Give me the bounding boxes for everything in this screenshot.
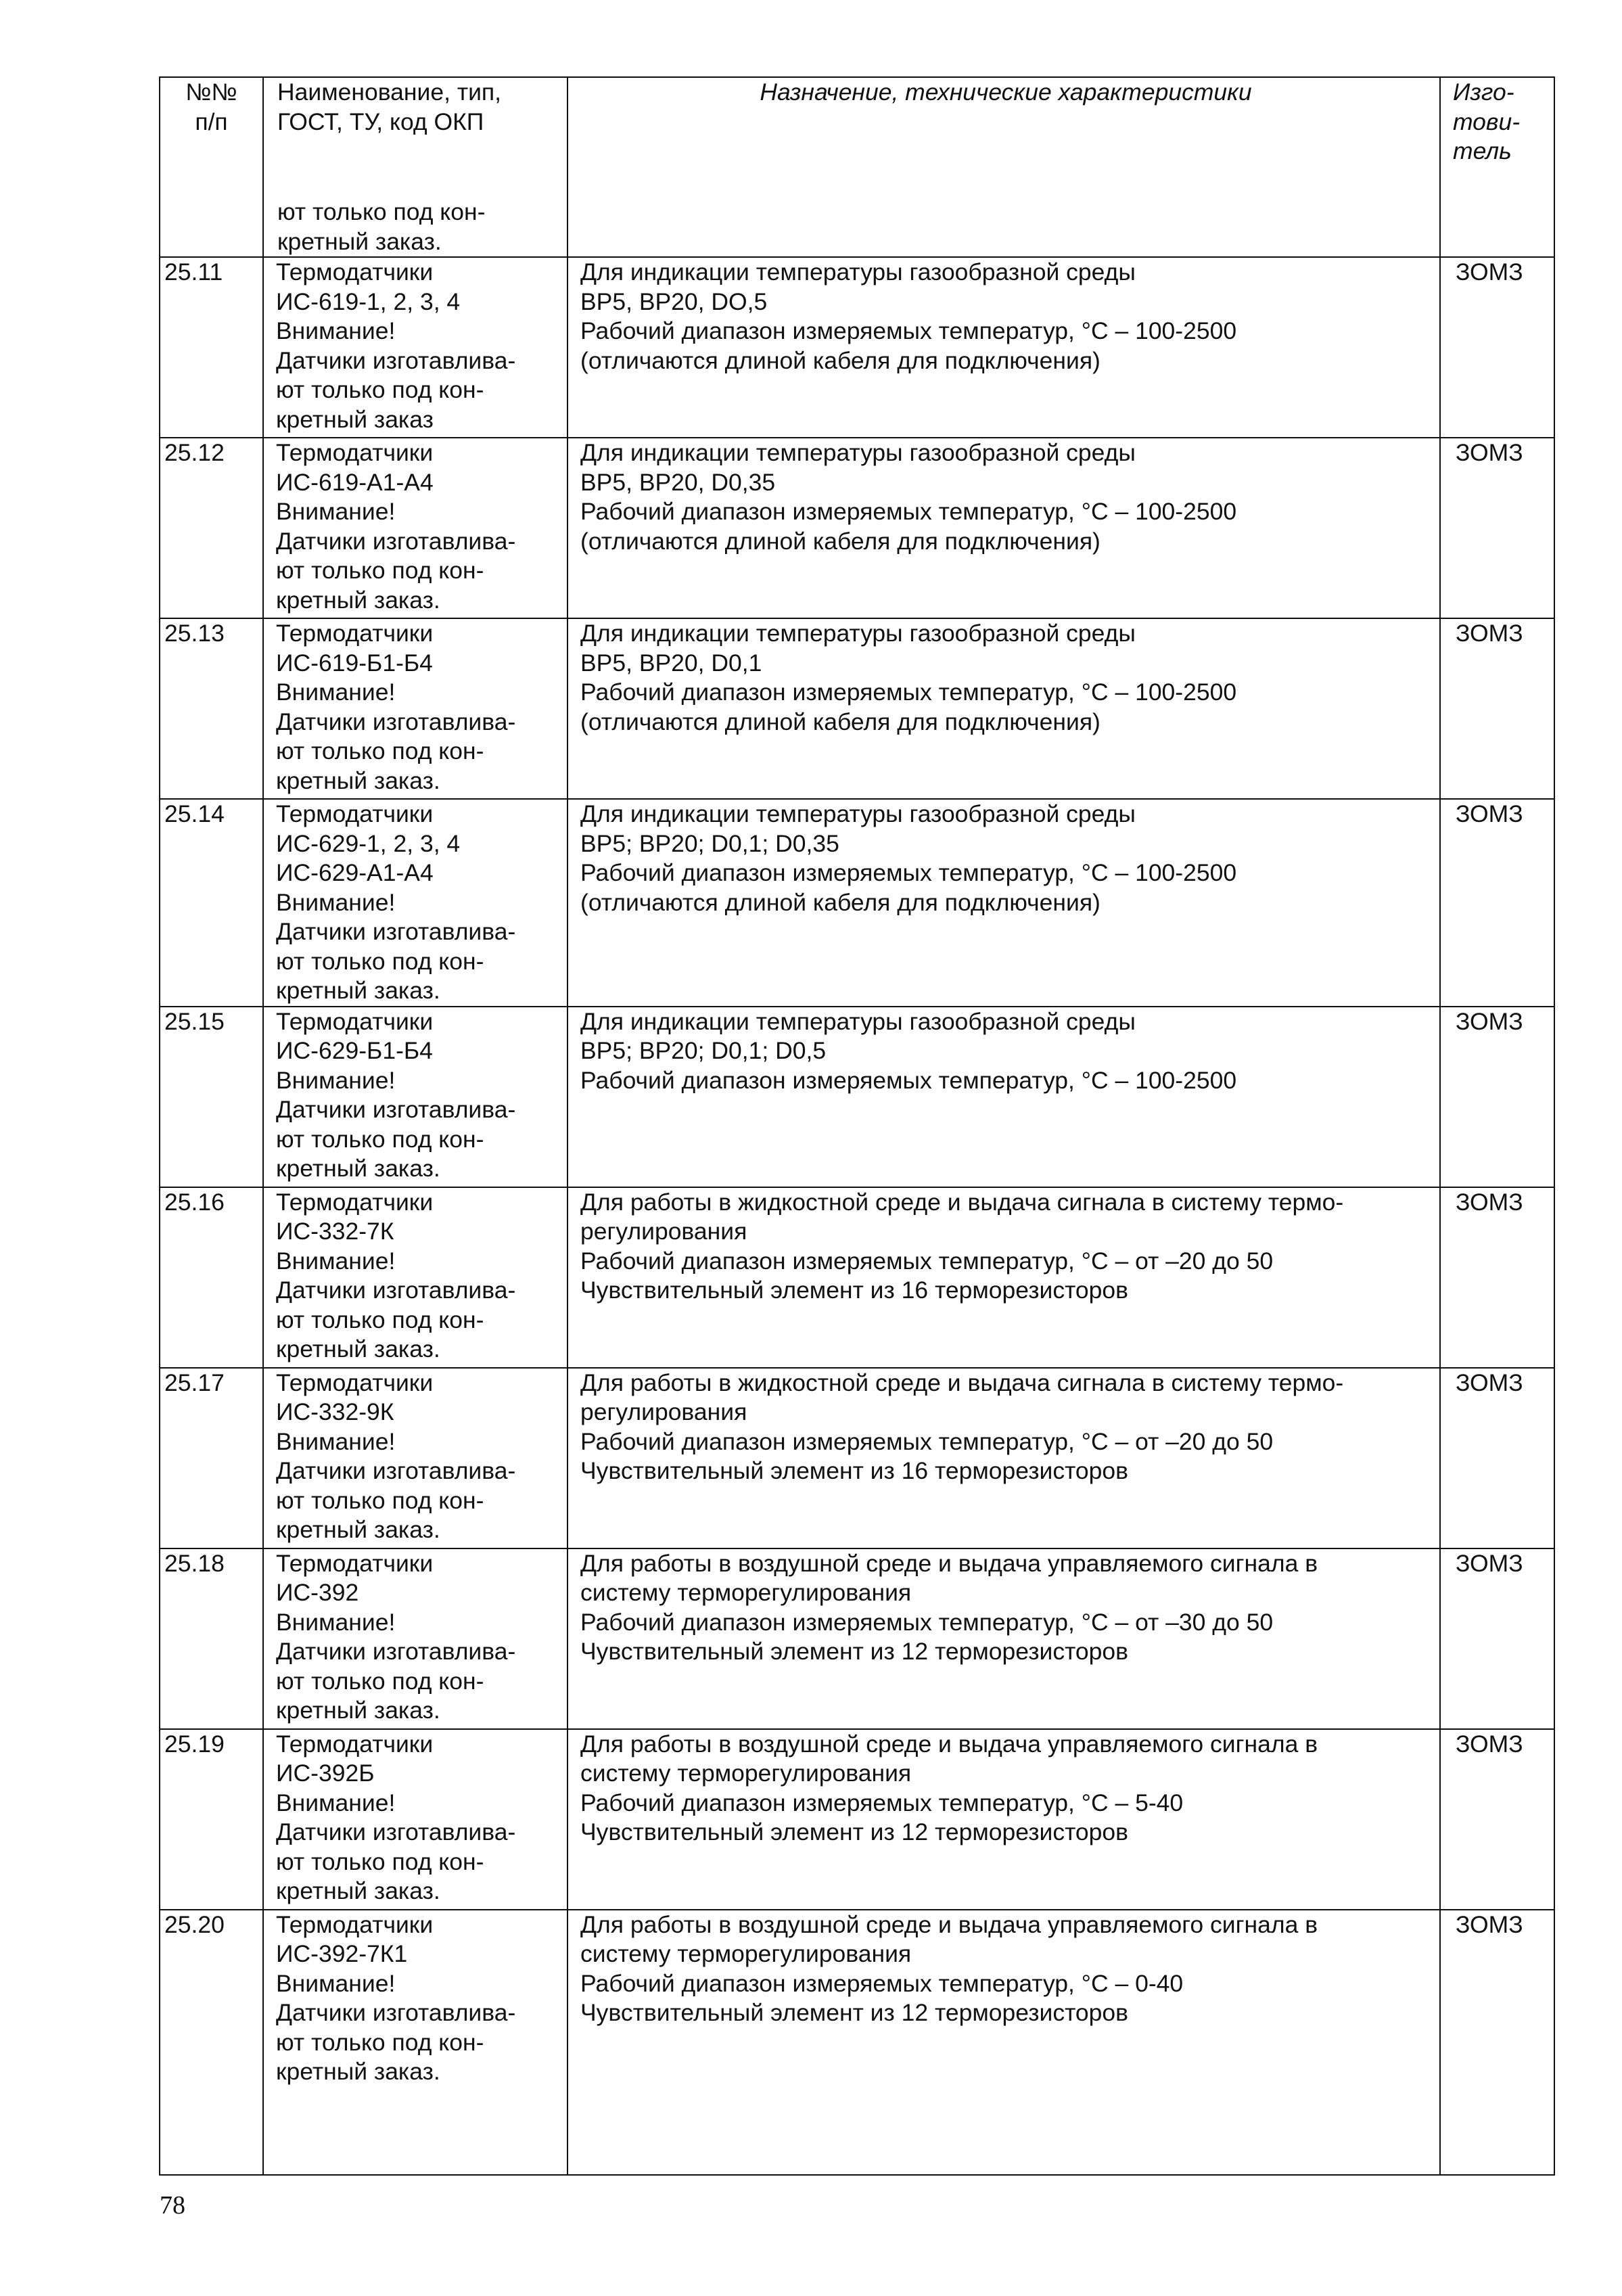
row-name-line: ИС-332-7К — [276, 1218, 394, 1245]
row-name-cell — [263, 1910, 567, 2175]
row-name-cell — [263, 1368, 567, 1548]
row-description-line: Для индикации температуры газообразной среды — [580, 258, 1136, 285]
row-name-line: Внимание! — [276, 1969, 396, 1997]
row-name-line: ИС-392 — [276, 1579, 359, 1606]
row-description-line: Для работы в жидкостной среде и выдача сигнала в систему термо- — [580, 1369, 1344, 1396]
row-name-line: Внимание! — [276, 498, 396, 525]
row-name-line: Датчики изготавлива- — [276, 1818, 516, 1845]
row-manufacturer-cell — [1440, 1729, 1554, 1910]
table-row — [160, 257, 1554, 438]
row-name-line: Датчики изготавлива- — [276, 1999, 516, 2026]
row-name-line: Внимание! — [276, 1247, 396, 1275]
row-description-line: регулирования — [580, 1218, 747, 1245]
row-description-line: (отличаются длиной кабеля для подключения) — [580, 708, 1100, 735]
row-description-line: Рабочий диапазон измеряемых температур, °С – 100-2500 — [580, 498, 1237, 525]
row-name-line: Термодатчики — [276, 439, 434, 466]
row-name-cell — [263, 618, 567, 799]
row-name-line: ИС-332-9К — [276, 1398, 394, 1425]
row-name-line: Термодатчики — [276, 1549, 434, 1577]
row-manufacturer: ЗОМЗ — [1456, 258, 1523, 285]
continued-text-line: ют только под кон- — [277, 198, 486, 225]
row-description-line: Чувствительный элемент из 12 терморезисторов — [580, 1818, 1129, 1845]
row-description-line: Для работы в жидкостной среде и выдача сигнала в систему термо- — [580, 1188, 1344, 1216]
row-name-line: Датчики изготавлива- — [276, 1096, 516, 1123]
row-description-line: систему терморегулирования — [580, 1940, 912, 1967]
row-name-line: Внимание! — [276, 1789, 396, 1816]
row-name-line: Термодатчики — [276, 258, 434, 285]
row-number: 25.11 — [164, 258, 223, 285]
header-manufacturer-line: тель — [1453, 137, 1512, 164]
row-manufacturer: ЗОМЗ — [1456, 620, 1523, 647]
row-number: 25.13 — [164, 620, 225, 647]
table-row — [160, 1548, 1554, 1729]
row-name-line: Термодатчики — [276, 1369, 434, 1396]
table-row — [160, 1187, 1554, 1368]
header-number-cell — [160, 77, 263, 257]
row-name-line: Термодатчики — [276, 1188, 434, 1216]
row-number: 25.15 — [164, 1007, 225, 1035]
row-description-line: систему терморегулирования — [580, 1579, 912, 1606]
row-description-line: Рабочий диапазон измеряемых температур, °С – 100-2500 — [580, 859, 1237, 886]
table-row — [160, 618, 1554, 799]
row-number-cell — [160, 799, 263, 1007]
row-number: 25.14 — [164, 800, 225, 827]
row-description-line: Для индикации температуры газообразной среды — [580, 620, 1136, 647]
row-name-line: кретный заказ. — [276, 766, 440, 794]
row-name-line: Датчики изготавлива- — [276, 708, 516, 735]
row-description-cell — [567, 618, 1440, 799]
row-manufacturer-cell — [1440, 1187, 1554, 1368]
row-name-line: Датчики изготавлива- — [276, 1638, 516, 1665]
row-name-line: ИС-629-А1-А4 — [276, 859, 434, 886]
row-name-line: ИС-629-Б1-Б4 — [276, 1037, 433, 1064]
row-description-line: Рабочий диапазон измеряемых температур, °С – от –20 до 50 — [580, 1247, 1274, 1275]
row-manufacturer: ЗОМЗ — [1456, 1549, 1523, 1577]
row-number: 25.17 — [164, 1369, 225, 1396]
row-number-cell — [160, 618, 263, 799]
row-name-line: Внимание! — [276, 317, 396, 344]
row-name-line: кретный заказ — [276, 405, 434, 433]
row-name-line: Внимание! — [276, 1608, 396, 1636]
row-description-cell — [567, 257, 1440, 438]
row-description-line: Рабочий диапазон измеряемых температур, °С – от –20 до 50 — [580, 1427, 1274, 1455]
header-description-cell — [567, 77, 1440, 257]
row-name-line: ют только под кон- — [276, 947, 484, 975]
row-description-cell — [567, 1548, 1440, 1729]
row-name-line: Термодатчики — [276, 620, 434, 647]
row-manufacturer: ЗОМЗ — [1456, 439, 1523, 466]
row-name-line: кретный заказ. — [276, 977, 440, 1004]
row-number: 25.18 — [164, 1549, 225, 1577]
row-number: 25.20 — [164, 1910, 225, 1938]
header-name-line: ГОСТ, ТУ, код ОКП — [277, 108, 484, 135]
row-description-line: систему терморегулирования — [580, 1760, 912, 1787]
row-name-line: ют только под кон- — [276, 557, 484, 584]
row-number-cell — [160, 1910, 263, 2175]
row-description-cell — [567, 1910, 1440, 2175]
row-description-line: Чувствительный элемент из 12 терморезисторов — [580, 1999, 1129, 2026]
row-name-line: Термодатчики — [276, 1910, 434, 1938]
row-description-line: Рабочий диапазон измеряемых температур, °С – от –30 до 50 — [580, 1608, 1274, 1636]
row-name-line: ют только под кон- — [276, 376, 484, 403]
row-name-line: кретный заказ. — [276, 1155, 440, 1182]
header-name-cell — [263, 77, 567, 257]
row-name-line: Термодатчики — [276, 800, 434, 827]
row-description-cell — [567, 799, 1440, 1007]
row-description-cell — [567, 438, 1440, 618]
row-description-line: (отличаются длиной кабеля для подключения) — [580, 527, 1100, 555]
page-number: 78 — [160, 2191, 185, 2220]
header-manufacturer-line: Изго- — [1453, 78, 1514, 106]
header-manufacturer-line: тови- — [1453, 108, 1521, 135]
row-manufacturer-cell — [1440, 799, 1554, 1007]
row-name-line: кретный заказ. — [276, 1516, 440, 1543]
row-number-cell — [160, 1548, 263, 1729]
table-header-row — [160, 77, 1554, 257]
header-number-line: п/п — [195, 108, 228, 135]
row-name-line: кретный заказ. — [276, 586, 440, 614]
row-description-line: Рабочий диапазон измеряемых температур, °С – 0-40 — [580, 1969, 1184, 1997]
row-manufacturer: ЗОМЗ — [1456, 1910, 1523, 1938]
row-manufacturer-cell — [1440, 1548, 1554, 1729]
row-description-line: ВР5, ВР20, D0,35 — [580, 468, 776, 496]
row-manufacturer: ЗОМЗ — [1456, 1730, 1523, 1758]
row-name-line: ИС-392-7К1 — [276, 1940, 408, 1967]
row-description-line: Для работы в воздушной среде и выдача управляемого сигнала в — [580, 1549, 1318, 1577]
row-name-line: ют только под кон- — [276, 1667, 484, 1695]
row-name-line: ют только под кон- — [276, 737, 484, 764]
row-name-line: кретный заказ. — [276, 1877, 440, 1904]
row-name-line: Внимание! — [276, 679, 396, 706]
table-row — [160, 438, 1554, 618]
row-number-cell — [160, 1729, 263, 1910]
row-name-cell — [263, 1187, 567, 1368]
table-row — [160, 1368, 1554, 1548]
row-name-line: кретный заказ. — [276, 1335, 440, 1362]
row-description-line: Чувствительный элемент из 16 терморезисторов — [580, 1457, 1129, 1484]
header-name-line: Наименование, тип, — [277, 78, 501, 106]
row-description-line: Рабочий диапазон измеряемых температур, °С – 100-2500 — [580, 679, 1237, 706]
row-number: 25.12 — [164, 439, 225, 466]
row-name-line: кретный заказ. — [276, 2058, 440, 2085]
row-number-cell — [160, 257, 263, 438]
row-number-cell — [160, 438, 263, 618]
row-name-cell — [263, 1548, 567, 1729]
row-name-line: ИС-619-А1-А4 — [276, 468, 434, 496]
row-manufacturer-cell — [1440, 438, 1554, 618]
row-name-line: Термодатчики — [276, 1007, 434, 1035]
row-number: 25.16 — [164, 1188, 225, 1216]
row-description-line: ВР5, ВР20, DO,5 — [580, 288, 768, 315]
row-manufacturer-cell — [1440, 1368, 1554, 1548]
row-description-line: Для индикации температуры газообразной среды — [580, 800, 1136, 827]
row-name-cell — [263, 257, 567, 438]
row-number-cell — [160, 1187, 263, 1368]
row-name-line: ют только под кон- — [276, 2028, 484, 2056]
row-description-line: Чувствительный элемент из 16 терморезисторов — [580, 1277, 1129, 1304]
row-name-line: Внимание! — [276, 888, 396, 916]
table-row — [160, 1007, 1554, 1187]
row-description-line: регулирования — [580, 1398, 747, 1425]
row-description-line: Рабочий диапазон измеряемых температур, °С – 5-40 — [580, 1789, 1184, 1816]
row-name-line: Датчики изготавлива- — [276, 918, 516, 945]
row-name-line: Датчики изготавлива- — [276, 346, 516, 374]
row-description-line: Для индикации температуры газообразной среды — [580, 439, 1136, 466]
row-description-line: ВР5; ВР20; D0,1; D0,35 — [580, 829, 839, 857]
row-manufacturer-cell — [1440, 618, 1554, 799]
row-manufacturer-cell — [1440, 257, 1554, 438]
table-body — [160, 77, 1554, 2175]
row-description-line: Чувствительный элемент из 12 терморезисторов — [580, 1638, 1129, 1665]
continued-text-line: кретный заказ. — [277, 227, 442, 255]
row-manufacturer: ЗОМЗ — [1456, 1007, 1523, 1035]
row-name-line: кретный заказ. — [276, 1697, 440, 1724]
row-description-line: Для работы в воздушной среде и выдача управляемого сигнала в — [580, 1910, 1318, 1938]
row-name-line: Датчики изготавлива- — [276, 1277, 516, 1304]
table-row — [160, 1729, 1554, 1910]
row-number-cell — [160, 1368, 263, 1548]
row-description-cell — [567, 1007, 1440, 1187]
row-name-line: ют только под кон- — [276, 1486, 484, 1514]
row-manufacturer-cell — [1440, 1910, 1554, 2175]
row-name-cell — [263, 799, 567, 1007]
row-description-line: Для работы в воздушной среде и выдача управляемого сигнала в — [580, 1730, 1318, 1758]
row-manufacturer-cell — [1440, 1007, 1554, 1187]
row-number: 25.19 — [164, 1730, 225, 1758]
row-name-line: Термодатчики — [276, 1730, 434, 1758]
row-manufacturer: ЗОМЗ — [1456, 800, 1523, 827]
header-number-line: №№ — [185, 78, 237, 106]
spec-table — [159, 76, 1555, 2176]
row-name-line: ИС-629-1, 2, 3, 4 — [276, 829, 461, 857]
row-name-line: Внимание! — [276, 1427, 396, 1455]
row-name-line: Датчики изготавлива- — [276, 527, 516, 555]
row-name-line: ют только под кон- — [276, 1306, 484, 1333]
row-description-line: ВР5, ВР20, D0,1 — [580, 649, 762, 676]
row-name-line: ИС-619-Б1-Б4 — [276, 649, 433, 676]
row-name-cell — [263, 438, 567, 618]
row-name-cell — [263, 1007, 567, 1187]
header-manufacturer-cell — [1440, 77, 1554, 257]
row-manufacturer: ЗОМЗ — [1456, 1188, 1523, 1216]
row-name-line: Датчики изготавлива- — [276, 1457, 516, 1484]
header-description-text: Назначение, технические характеристики — [760, 78, 1252, 106]
row-name-line: Внимание! — [276, 1066, 396, 1094]
row-description-line: (отличаются длиной кабеля для подключения) — [580, 346, 1100, 374]
row-description-line: Рабочий диапазон измеряемых температур, °С – 100-2500 — [580, 317, 1237, 344]
row-name-line: ют только под кон- — [276, 1125, 484, 1153]
row-description-line: Для индикации температуры газообразной среды — [580, 1007, 1136, 1035]
row-description-cell — [567, 1187, 1440, 1368]
row-name-line: ИС-619-1, 2, 3, 4 — [276, 288, 461, 315]
row-name-line: ют только под кон- — [276, 1847, 484, 1875]
row-number-cell — [160, 1007, 263, 1187]
row-name-line: ИС-392Б — [276, 1760, 375, 1787]
row-name-cell — [263, 1729, 567, 1910]
row-description-line: ВР5; ВР20; D0,1; D0,5 — [580, 1037, 827, 1064]
table-row — [160, 799, 1554, 1007]
row-manufacturer: ЗОМЗ — [1456, 1369, 1523, 1396]
row-description-line: (отличаются длиной кабеля для подключения) — [580, 888, 1100, 916]
row-description-cell — [567, 1729, 1440, 1910]
row-description-line: Рабочий диапазон измеряемых температур, °С – 100-2500 — [580, 1066, 1237, 1094]
row-description-cell — [567, 1368, 1440, 1548]
table-row — [160, 1910, 1554, 2175]
